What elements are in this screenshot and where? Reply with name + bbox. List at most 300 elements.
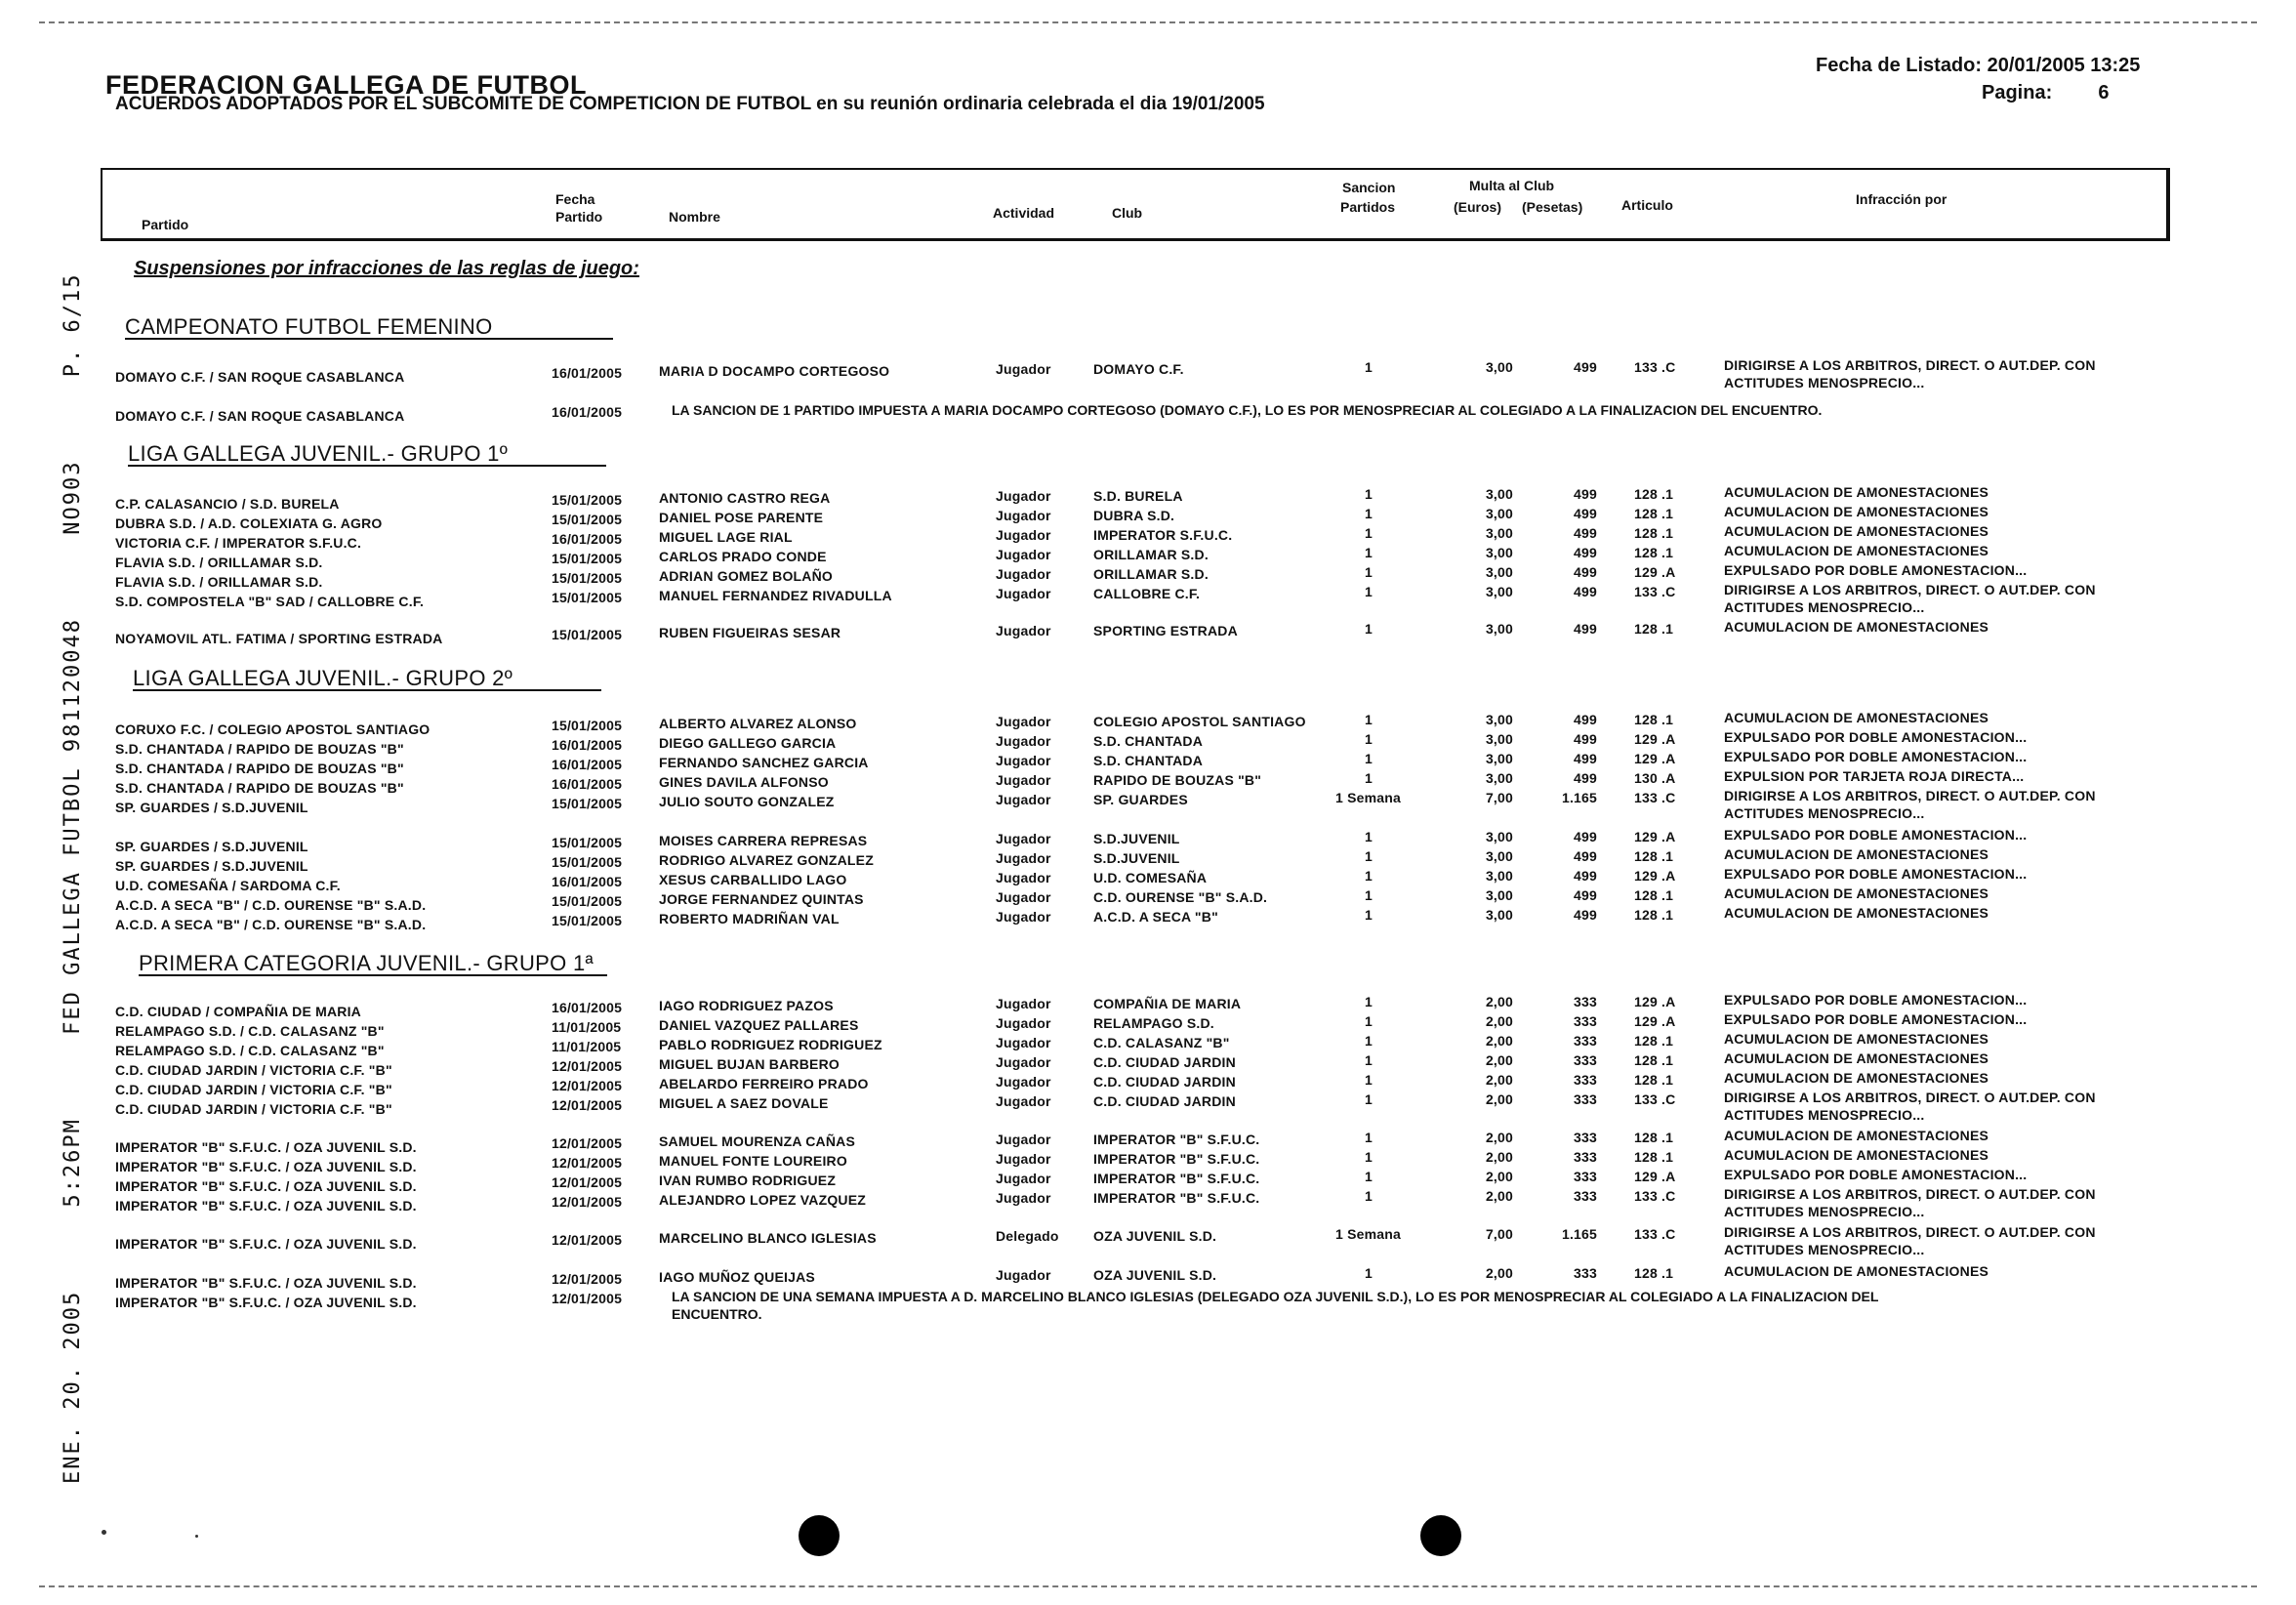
col-fecha-2: Partido [555,209,603,225]
cell-articulo: 129 .A [1634,1013,1676,1029]
section-title: CAMPEONATO FUTBOL FEMENINO [125,314,493,339]
cell-fecha: 12/01/2005 [552,1194,623,1210]
cell-partido: IMPERATOR "B" S.F.U.C. / OZA JUVENIL S.D. [115,1139,417,1155]
cell-articulo: 128 .1 [1634,1072,1674,1088]
cell-nombre: SAMUEL MOURENZA CAÑAS [659,1133,855,1149]
cell-nombre: MIGUEL A SAEZ DOVALE [659,1095,829,1111]
cell-partido: C.D. CIUDAD / COMPAÑIA DE MARIA [115,1004,361,1019]
cell-fecha: 12/01/2005 [552,1078,623,1093]
fax-sender: FED GALLEGA FUTBOL 981120048 [61,617,85,1035]
cell-infraccion: EXPULSADO POR DOBLE AMONESTACION... [1724,1011,2028,1027]
cell-nombre: JORGE FERNANDEZ QUINTAS [659,891,864,907]
cell-club: IMPERATOR "B" S.F.U.C. [1093,1171,1260,1186]
cell-sancion: 1 [1365,994,1373,1009]
cell-euros: 3,00 [1485,751,1513,766]
cell-club: ORILLAMAR S.D. [1093,547,1209,562]
cell-pesetas: 499 [1574,907,1597,923]
cell-actividad: Jugador [996,1035,1051,1050]
fax-number: NO903 [61,460,85,535]
cell-actividad: Jugador [996,909,1051,925]
cell-nombre: JULIO SOUTO GONZALEZ [659,794,835,809]
cell-partido: A.C.D. A SECA "B" / C.D. OURENSE "B" S.A.D. [115,917,427,932]
cell-articulo: 129 .A [1634,829,1676,844]
cell-pesetas: 499 [1574,712,1597,727]
col-nombre: Nombre [669,209,720,225]
fax-date: ENE. 20. 2005 [61,1290,85,1484]
section-title-underline [139,974,607,976]
cell-infraccion: ACUMULACION DE AMONESTACIONES [1724,484,1989,500]
cell-nombre: MIGUEL BUJAN BARBERO [659,1056,840,1072]
cell-club: A.C.D. A SECA "B" [1093,909,1218,925]
cell-partido: FLAVIA S.D. / ORILLAMAR S.D. [115,574,323,590]
cell-club: C.D. CIUDAD JARDIN [1093,1093,1236,1109]
cell-infraccion: DIRIGIRSE A LOS ARBITROS, DIRECT. O AUT.DEP. CON [1724,788,2096,803]
cell-nombre: DANIEL POSE PARENTE [659,510,824,525]
cell-partido: IMPERATOR "B" S.F.U.C. / OZA JUVENIL S.D. [115,1236,417,1252]
cell-fecha: 16/01/2005 [552,776,623,792]
cell-articulo: 128 .1 [1634,1052,1674,1068]
cell-pesetas: 499 [1574,770,1597,786]
cell-fecha: 15/01/2005 [552,590,623,605]
cell-nombre: IAGO MUÑOZ QUEIJAS [659,1269,815,1285]
cell-actividad: Jugador [996,1190,1051,1206]
cell-actividad: Jugador [996,547,1051,562]
cell-euros: 2,00 [1485,1052,1513,1068]
cell-club: IMPERATOR "B" S.F.U.C. [1093,1151,1260,1167]
fax-header-strip [61,205,85,1485]
cell-euros: 3,00 [1485,506,1513,521]
cell-infraccion: ACUMULACION DE AMONESTACIONES [1724,846,1989,862]
cell-partido: IMPERATOR "B" S.F.U.C. / OZA JUVENIL S.D. [115,1178,417,1194]
cell-sancion: 1 [1365,486,1373,502]
cell-infraccion: ACTITUDES MENOSPRECIO... [1724,1204,1925,1219]
cell-euros: 2,00 [1485,1188,1513,1204]
cell-fecha: 16/01/2005 [552,365,623,381]
cell-sancion: 1 [1365,1013,1373,1029]
cell-fecha: 11/01/2005 [552,1039,622,1054]
cell-infraccion: EXPULSION POR TARJETA ROJA DIRECTA... [1724,768,2025,784]
cell-articulo: 128 .1 [1634,1033,1674,1049]
cell-club: OZA JUVENIL S.D. [1093,1228,1217,1244]
cell-articulo: 128 .1 [1634,848,1674,864]
cell-partido: RELAMPAGO S.D. / C.D. CALASANZ "B" [115,1023,385,1039]
cell-infraccion: EXPULSADO POR DOBLE AMONESTACION... [1724,1167,2028,1182]
cell-euros: 3,00 [1485,770,1513,786]
cell-pesetas: 499 [1574,525,1597,541]
cell-partido: C.D. CIUDAD JARDIN / VICTORIA C.F. "B" [115,1062,392,1078]
cell-nombre: RUBEN FIGUEIRAS SESAR [659,625,841,640]
cell-euros: 3,00 [1485,887,1513,903]
fax-page: P. 6/15 [61,272,85,378]
cell-partido: S.D. CHANTADA / RAPIDO DE BOUZAS "B" [115,741,404,757]
cell-fecha: 16/01/2005 [552,874,623,889]
cell-fecha: 15/01/2005 [552,893,623,909]
cell-nombre: ROBERTO MADRIÑAN VAL [659,911,840,926]
cell-infraccion: ACUMULACION DE AMONESTACIONES [1724,1050,1989,1066]
cell-pesetas: 333 [1574,1130,1597,1145]
cell-actividad: Jugador [996,1171,1051,1186]
cell-fecha: 15/01/2005 [552,854,623,870]
fax-time: 5:26PM [61,1118,85,1208]
cell-pesetas: 499 [1574,359,1597,375]
cell-fecha: 12/01/2005 [552,1135,623,1151]
cell-infraccion: ACTITUDES MENOSPRECIO... [1724,805,1925,821]
cell-sancion: 1 [1365,1052,1373,1068]
cell-euros: 2,00 [1485,1013,1513,1029]
cell-articulo: 133 .C [1634,359,1676,375]
cell-euros: 3,00 [1485,545,1513,560]
cell-actividad: Jugador [996,1267,1051,1283]
cell-sancion: 1 [1365,887,1373,903]
cell-pesetas: 499 [1574,751,1597,766]
cell-actividad: Delegado [996,1228,1059,1244]
cell-articulo: 128 .1 [1634,545,1674,560]
section-title-underline [133,689,601,691]
section-title-underline [128,465,606,467]
cell-euros: 2,00 [1485,1033,1513,1049]
cell-articulo: 128 .1 [1634,1149,1674,1165]
cell-pesetas: 499 [1574,486,1597,502]
cell-sancion: 1 Semana [1335,1226,1401,1242]
cell-infraccion: DIRIGIRSE A LOS ARBITROS, DIRECT. O AUT.DEP. CON [1724,1224,2096,1240]
cell-articulo: 133 .C [1634,1226,1676,1242]
cell-pesetas: 499 [1574,584,1597,599]
cell-fecha: 12/01/2005 [552,1174,623,1190]
column-header [101,168,2170,241]
col-actividad: Actividad [993,205,1055,221]
cell-pesetas: 333 [1574,1052,1597,1068]
cell-nombre: ABELARDO FERREIRO PRADO [659,1076,869,1091]
cell-euros: 2,00 [1485,1265,1513,1281]
cell-partido: U.D. COMESAÑA / SARDOMA C.F. [115,878,341,893]
cell-sancion: 1 [1365,545,1373,560]
cell-nombre: RODRIGO ALVAREZ GONZALEZ [659,852,874,868]
cell-euros: 7,00 [1485,1226,1513,1242]
cell-sancion: 1 [1365,1091,1373,1107]
col-pesetas: (Pesetas) [1522,199,1583,215]
cell-pesetas: 1.165 [1561,1226,1597,1242]
cell-partido: DUBRA S.D. / A.D. COLEXIATA G. AGRO [115,515,383,531]
cell-pesetas: 499 [1574,829,1597,844]
cell-club: COMPAÑIA DE MARIA [1093,996,1242,1011]
note-fecha: 12/01/2005 [552,1291,623,1306]
cell-pesetas: 499 [1574,731,1597,747]
cell-partido: C.D. CIUDAD JARDIN / VICTORIA C.F. "B" [115,1101,392,1117]
col-multa: Multa al Club [1469,178,1555,193]
cell-infraccion: ACUMULACION DE AMONESTACIONES [1724,1263,1989,1279]
cell-pesetas: 333 [1574,1091,1597,1107]
cell-articulo: 133 .C [1634,790,1676,805]
cell-club: IMPERATOR S.F.U.C. [1093,527,1233,543]
cell-euros: 3,00 [1485,868,1513,884]
col-sancion-1: Sancion [1342,180,1396,195]
cell-fecha: 12/01/2005 [552,1058,623,1074]
cell-actividad: Jugador [996,508,1051,523]
cell-euros: 2,00 [1485,1130,1513,1145]
cell-sancion: 1 [1365,359,1373,375]
cell-euros: 3,00 [1485,731,1513,747]
section-title: LIGA GALLEGA JUVENIL.- GRUPO 1º [128,441,509,466]
cell-club: C.D. CALASANZ "B" [1093,1035,1230,1050]
cell-articulo: 129 .A [1634,868,1676,884]
cell-partido: SP. GUARDES / S.D.JUVENIL [115,839,308,854]
cell-infraccion: DIRIGIRSE A LOS ARBITROS, DIRECT. O AUT.DEP. CON [1724,1090,2096,1105]
cell-partido: SP. GUARDES / S.D.JUVENIL [115,858,308,874]
cell-sancion: 1 [1365,564,1373,580]
cell-euros: 2,00 [1485,1169,1513,1184]
cell-fecha: 16/01/2005 [552,531,623,547]
fecha-listado [1816,55,2140,77]
note-partido: DOMAYO C.F. / SAN ROQUE CASABLANCA [115,408,405,424]
cell-fecha: 12/01/2005 [552,1271,623,1287]
fecha-label: Fecha de Listado: [1816,55,1983,76]
org-title: FEDERACION GALLEGA DE FUTBOL [105,70,587,100]
cell-articulo: 129 .A [1634,564,1676,580]
cell-fecha: 16/01/2005 [552,737,623,753]
cell-fecha: 11/01/2005 [552,1019,622,1035]
cell-sancion: 1 [1365,829,1373,844]
fax-dot-left [799,1515,840,1556]
cell-nombre: FERNANDO SANCHEZ GARCIA [659,755,869,770]
cell-euros: 2,00 [1485,1149,1513,1165]
note-partido: IMPERATOR "B" S.F.U.C. / OZA JUVENIL S.D. [115,1295,417,1310]
cell-nombre: CARLOS PRADO CONDE [659,549,827,564]
cell-infraccion: EXPULSADO POR DOBLE AMONESTACION... [1724,749,2028,764]
cell-pesetas: 333 [1574,1033,1597,1049]
cell-nombre: DIEGO GALLEGO GARCIA [659,735,837,751]
cell-partido: IMPERATOR "B" S.F.U.C. / OZA JUVENIL S.D. [115,1198,417,1214]
cell-infraccion: EXPULSADO POR DOBLE AMONESTACION... [1724,827,2028,843]
cell-actividad: Jugador [996,714,1051,729]
cell-euros: 3,00 [1485,829,1513,844]
cell-nombre: MANUEL FONTE LOUREIRO [659,1153,847,1169]
cell-partido: A.C.D. A SECA "B" / C.D. OURENSE "B" S.A.D. [115,897,427,913]
cell-infraccion: EXPULSADO POR DOBLE AMONESTACION... [1724,562,2028,578]
cell-actividad: Jugador [996,733,1051,749]
cell-nombre: IVAN RUMBO RODRIGUEZ [659,1173,837,1188]
cell-club: ORILLAMAR S.D. [1093,566,1209,582]
cell-infraccion: DIRIGIRSE A LOS ARBITROS, DIRECT. O AUT.DEP. CON [1724,582,2096,597]
cell-nombre: ADRIAN GOMEZ BOLAÑO [659,568,834,584]
cell-sancion: 1 [1365,1169,1373,1184]
cell-euros: 2,00 [1485,994,1513,1009]
cell-pesetas: 499 [1574,621,1597,637]
cell-partido: S.D. COMPOSTELA "B" SAD / CALLOBRE C.F. [115,594,425,609]
cell-fecha: 15/01/2005 [552,512,623,527]
cell-club: DOMAYO C.F. [1093,361,1184,377]
col-club: Club [1112,205,1143,221]
cell-fecha: 16/01/2005 [552,757,623,772]
cell-actividad: Jugador [996,753,1051,768]
cell-actividad: Jugador [996,1151,1051,1167]
cell-infraccion: ACUMULACION DE AMONESTACIONES [1724,619,1989,635]
fax-speck [195,1535,198,1538]
cell-partido: RELAMPAGO S.D. / C.D. CALASANZ "B" [115,1043,385,1058]
cell-articulo: 129 .A [1634,994,1676,1009]
cell-euros: 3,00 [1485,848,1513,864]
cell-pesetas: 499 [1574,545,1597,560]
cell-sancion: 1 [1365,1265,1373,1281]
cell-articulo: 128 .1 [1634,712,1674,727]
cell-sancion: 1 [1365,1072,1373,1088]
cell-actividad: Jugador [996,1093,1051,1109]
cell-pesetas: 499 [1574,848,1597,864]
cell-sancion: 1 [1365,525,1373,541]
cell-infraccion: EXPULSADO POR DOBLE AMONESTACION... [1724,992,2028,1008]
cell-pesetas: 333 [1574,1265,1597,1281]
cell-infraccion: ACTITUDES MENOSPRECIO... [1724,1242,1925,1257]
cell-nombre: IAGO RODRIGUEZ PAZOS [659,998,834,1013]
cell-pesetas: 499 [1574,868,1597,884]
cell-infraccion: ACUMULACION DE AMONESTACIONES [1724,523,1989,539]
cell-sancion: 1 [1365,584,1373,599]
cell-partido: S.D. CHANTADA / RAPIDO DE BOUZAS "B" [115,761,404,776]
col-partido: Partido [142,217,189,232]
cell-fecha: 15/01/2005 [552,570,623,586]
cell-sancion: 1 [1365,712,1373,727]
cell-club: RELAMPAGO S.D. [1093,1015,1214,1031]
cell-fecha: 15/01/2005 [552,492,623,508]
cell-actividad: Jugador [996,870,1051,885]
cell-club: S.D. CHANTADA [1093,753,1204,768]
cell-infraccion: ACUMULACION DE AMONESTACIONES [1724,710,1989,725]
col-fecha-1: Fecha [555,191,595,207]
cell-pesetas: 333 [1574,994,1597,1009]
cell-pesetas: 499 [1574,564,1597,580]
cell-fecha: 16/01/2005 [552,1000,623,1015]
cell-fecha: 15/01/2005 [552,718,623,733]
section-title: PRIMERA CATEGORIA JUVENIL.- GRUPO 1ª [139,951,594,975]
cell-sancion: 1 [1365,731,1373,747]
cell-club: IMPERATOR "B" S.F.U.C. [1093,1190,1260,1206]
subheading: Suspensiones por infracciones de las reglas de juego: [134,258,639,279]
cell-articulo: 129 .A [1634,1169,1676,1184]
cell-euros: 3,00 [1485,584,1513,599]
cell-articulo: 128 .1 [1634,621,1674,637]
cell-pesetas: 333 [1574,1013,1597,1029]
cell-sancion: 1 [1365,868,1373,884]
cell-nombre: DANIEL VAZQUEZ PALLARES [659,1017,859,1033]
cell-articulo: 128 .1 [1634,525,1674,541]
cell-partido: SP. GUARDES / S.D.JUVENIL [115,800,308,815]
cell-sancion: 1 Semana [1335,790,1401,805]
cell-actividad: Jugador [996,488,1051,504]
cell-euros: 3,00 [1485,486,1513,502]
cell-actividad: Jugador [996,1074,1051,1090]
cell-partido: C.D. CIUDAD JARDIN / VICTORIA C.F. "B" [115,1082,392,1097]
cell-nombre: ALEJANDRO LOPEZ VAZQUEZ [659,1192,867,1208]
scan-top-border [39,21,2257,23]
section-title-underline [125,338,613,340]
cell-pesetas: 333 [1574,1169,1597,1184]
cell-actividad: Jugador [996,772,1051,788]
fecha-value: 20/01/2005 13:25 [1987,55,2141,76]
cell-pesetas: 1.165 [1561,790,1597,805]
cell-articulo: 128 .1 [1634,887,1674,903]
cell-fecha: 15/01/2005 [552,913,623,928]
cell-club: IMPERATOR "B" S.F.U.C. [1093,1132,1260,1147]
cell-sancion: 1 [1365,506,1373,521]
cell-partido: VICTORIA C.F. / IMPERATOR S.F.U.C. [115,535,362,551]
cell-nombre: ANTONIO CASTRO REGA [659,490,831,506]
cell-euros: 3,00 [1485,564,1513,580]
cell-pesetas: 499 [1574,506,1597,521]
col-infraccion: Infracción por [1856,191,1948,207]
cell-infraccion: ACUMULACION DE AMONESTACIONES [1724,905,1989,921]
cell-actividad: Jugador [996,566,1051,582]
cell-articulo: 128 .1 [1634,907,1674,923]
cell-euros: 3,00 [1485,621,1513,637]
cell-actividad: Jugador [996,850,1051,866]
sanction-note: LA SANCION DE 1 PARTIDO IMPUESTA A MARIA DOCAMPO CORTEGOSO (DOMAYO C.F.), LO ES POR MENOSPRECIAR AL COLEGIADO A LA FINALIZACION DEL ENCUENTRO. [672,402,1823,418]
cell-fecha: 15/01/2005 [552,835,623,850]
cell-euros: 3,00 [1485,359,1513,375]
cell-pesetas: 333 [1574,1072,1597,1088]
cell-actividad: Jugador [996,527,1051,543]
cell-sancion: 1 [1365,1188,1373,1204]
cell-club: OZA JUVENIL S.D. [1093,1267,1217,1283]
fax-speck [102,1530,106,1535]
cell-fecha: 15/01/2005 [552,551,623,566]
cell-club: C.D. CIUDAD JARDIN [1093,1054,1236,1070]
cell-nombre: MOISES CARRERA REPRESAS [659,833,868,848]
scan-bottom-border [39,1585,2257,1587]
cell-actividad: Jugador [996,361,1051,377]
cell-articulo: 129 .A [1634,731,1676,747]
cell-partido: IMPERATOR "B" S.F.U.C. / OZA JUVENIL S.D. [115,1275,417,1291]
cell-pesetas: 333 [1574,1149,1597,1165]
cell-infraccion: EXPULSADO POR DOBLE AMONESTACION... [1724,866,2028,882]
cell-infraccion: ACUMULACION DE AMONESTACIONES [1724,1031,1989,1047]
cell-euros: 3,00 [1485,525,1513,541]
doc-subtitle: ACUERDOS ADOPTADOS POR EL SUBCOMITE DE COMPETICION DE FUTBOL en su reunión ordinaria celebrada el dia 19/01/2005 [115,94,1265,114]
cell-euros: 2,00 [1485,1072,1513,1088]
cell-sancion: 1 [1365,751,1373,766]
pagina [1982,82,2110,104]
col-euros: (Euros) [1454,199,1501,215]
cell-sancion: 1 [1365,1033,1373,1049]
cell-fecha: 12/01/2005 [552,1232,623,1248]
cell-nombre: MIGUEL LAGE RIAL [659,529,793,545]
cell-fecha: 15/01/2005 [552,627,623,642]
cell-infraccion: ACUMULACION DE AMONESTACIONES [1724,885,1989,901]
cell-sancion: 1 [1365,770,1373,786]
cell-club: RAPIDO DE BOUZAS "B" [1093,772,1262,788]
cell-infraccion: ACUMULACION DE AMONESTACIONES [1724,1128,1989,1143]
cell-articulo: 129 .A [1634,751,1676,766]
cell-actividad: Jugador [996,996,1051,1011]
cell-articulo: 133 .C [1634,584,1676,599]
col-articulo: Articulo [1621,197,1673,213]
cell-euros: 7,00 [1485,790,1513,805]
cell-actividad: Jugador [996,1054,1051,1070]
cell-club: S.D. CHANTADA [1093,733,1204,749]
cell-sancion: 1 [1365,848,1373,864]
cell-partido: S.D. CHANTADA / RAPIDO DE BOUZAS "B" [115,780,404,796]
cell-club: SP. GUARDES [1093,792,1188,807]
col-sancion-2: Partidos [1340,199,1396,215]
cell-articulo: 128 .1 [1634,1130,1674,1145]
cell-partido: IMPERATOR "B" S.F.U.C. / OZA JUVENIL S.D. [115,1159,417,1174]
cell-nombre: GINES DAVILA ALFONSO [659,774,829,790]
pagina-label: Pagina: [1982,82,2053,103]
cell-sancion: 1 [1365,1130,1373,1145]
cell-infraccion: ACUMULACION DE AMONESTACIONES [1724,1070,1989,1086]
cell-club: S.D. BURELA [1093,488,1183,504]
cell-sancion: 1 [1365,907,1373,923]
cell-pesetas: 499 [1574,887,1597,903]
cell-infraccion: EXPULSADO POR DOBLE AMONESTACION... [1724,729,2028,745]
